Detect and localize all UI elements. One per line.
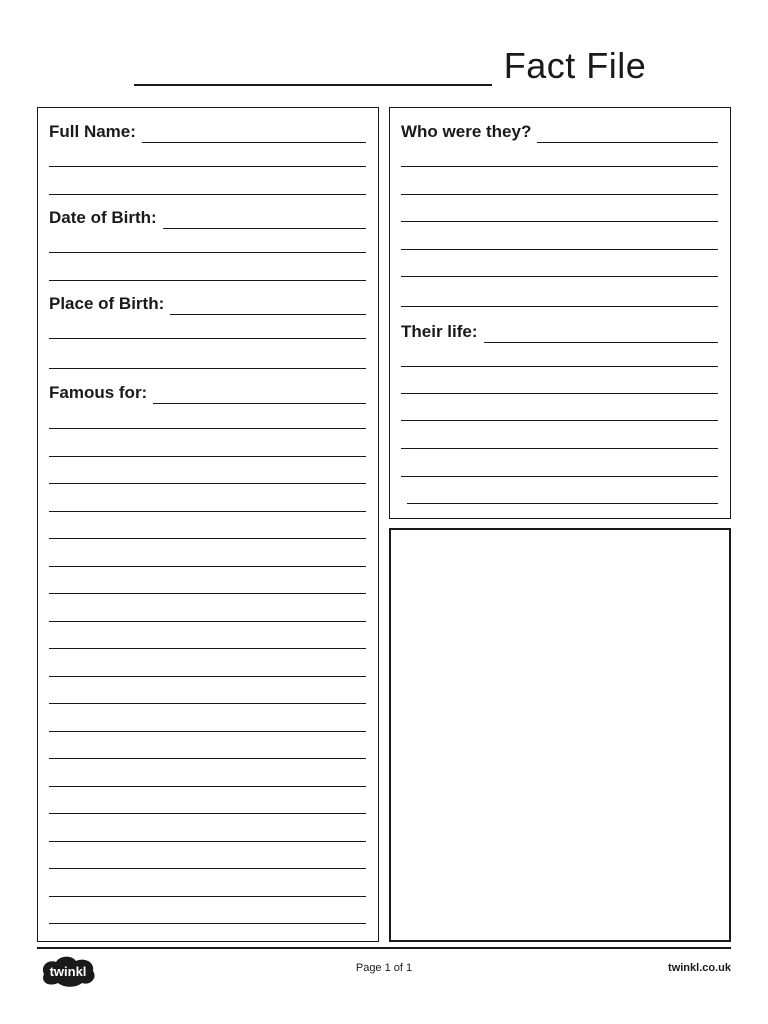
writing-line[interactable] [49,676,366,677]
summary-panel [389,107,731,519]
writing-line[interactable] [49,280,366,281]
writing-line[interactable] [49,813,366,814]
logo-text: twinkl [49,964,87,979]
writing-line[interactable] [49,428,366,429]
writing-line[interactable] [49,194,366,195]
writing-line[interactable] [49,566,366,567]
place-of-birth-label: Place of Birth: [49,294,165,313]
writing-line[interactable] [49,758,366,759]
writing-line[interactable] [49,648,366,649]
writing-line[interactable] [49,786,366,787]
writing-line[interactable] [49,923,366,924]
title-blank-line[interactable] [134,46,492,86]
full-name-field[interactable] [49,118,366,144]
famous-for-label: Famous for: [49,383,148,402]
writing-line[interactable] [401,249,718,250]
writing-line[interactable] [49,731,366,732]
who-were-they-field[interactable] [401,118,718,144]
biography-panel [37,107,379,942]
writing-line[interactable] [401,306,718,307]
page-number: Page 1 of 1 [355,962,413,974]
place-of-birth-line[interactable] [170,313,366,315]
date-of-birth-field[interactable] [49,204,366,230]
writing-line[interactable] [49,368,366,369]
who-were-they-label: Who were they? [401,122,532,141]
writing-line[interactable] [401,276,718,277]
title-text: Fact File [503,45,647,86]
writing-line[interactable] [401,476,718,477]
writing-line[interactable] [401,194,718,195]
full-name-line[interactable] [142,141,366,143]
writing-line[interactable] [401,366,718,367]
date-of-birth-label: Date of Birth: [49,208,157,227]
writing-line[interactable] [401,221,718,222]
writing-line[interactable] [49,703,366,704]
writing-line[interactable] [407,503,718,504]
writing-line[interactable] [49,896,366,897]
their-life-field[interactable] [401,318,718,344]
famous-for-line[interactable] [153,402,366,404]
twinkl-logo-icon [38,954,98,988]
their-life-line[interactable] [484,341,718,343]
writing-line[interactable] [49,593,366,594]
picture-box[interactable] [389,528,731,942]
site-url: twinkl.co.uk [668,962,731,974]
writing-line[interactable] [49,511,366,512]
their-life-label: Their life: [401,322,478,341]
writing-line[interactable] [49,166,366,167]
famous-for-field[interactable] [49,379,366,405]
writing-line[interactable] [49,538,366,539]
who-were-they-line[interactable] [537,141,718,143]
date-of-birth-line[interactable] [163,227,366,229]
writing-line[interactable] [401,448,718,449]
writing-line[interactable] [49,338,366,339]
writing-line[interactable] [401,420,718,421]
writing-line[interactable] [49,456,366,457]
page-title [120,36,660,86]
writing-line[interactable] [49,868,366,869]
twinkl-logo [38,954,98,988]
writing-line[interactable] [49,841,366,842]
writing-line[interactable] [401,166,718,167]
writing-line[interactable] [49,252,366,253]
full-name-label: Full Name: [49,122,136,141]
place-of-birth-field[interactable] [49,290,366,316]
writing-line[interactable] [401,393,718,394]
writing-line[interactable] [49,483,366,484]
footer-divider [37,947,731,949]
writing-line[interactable] [49,621,366,622]
